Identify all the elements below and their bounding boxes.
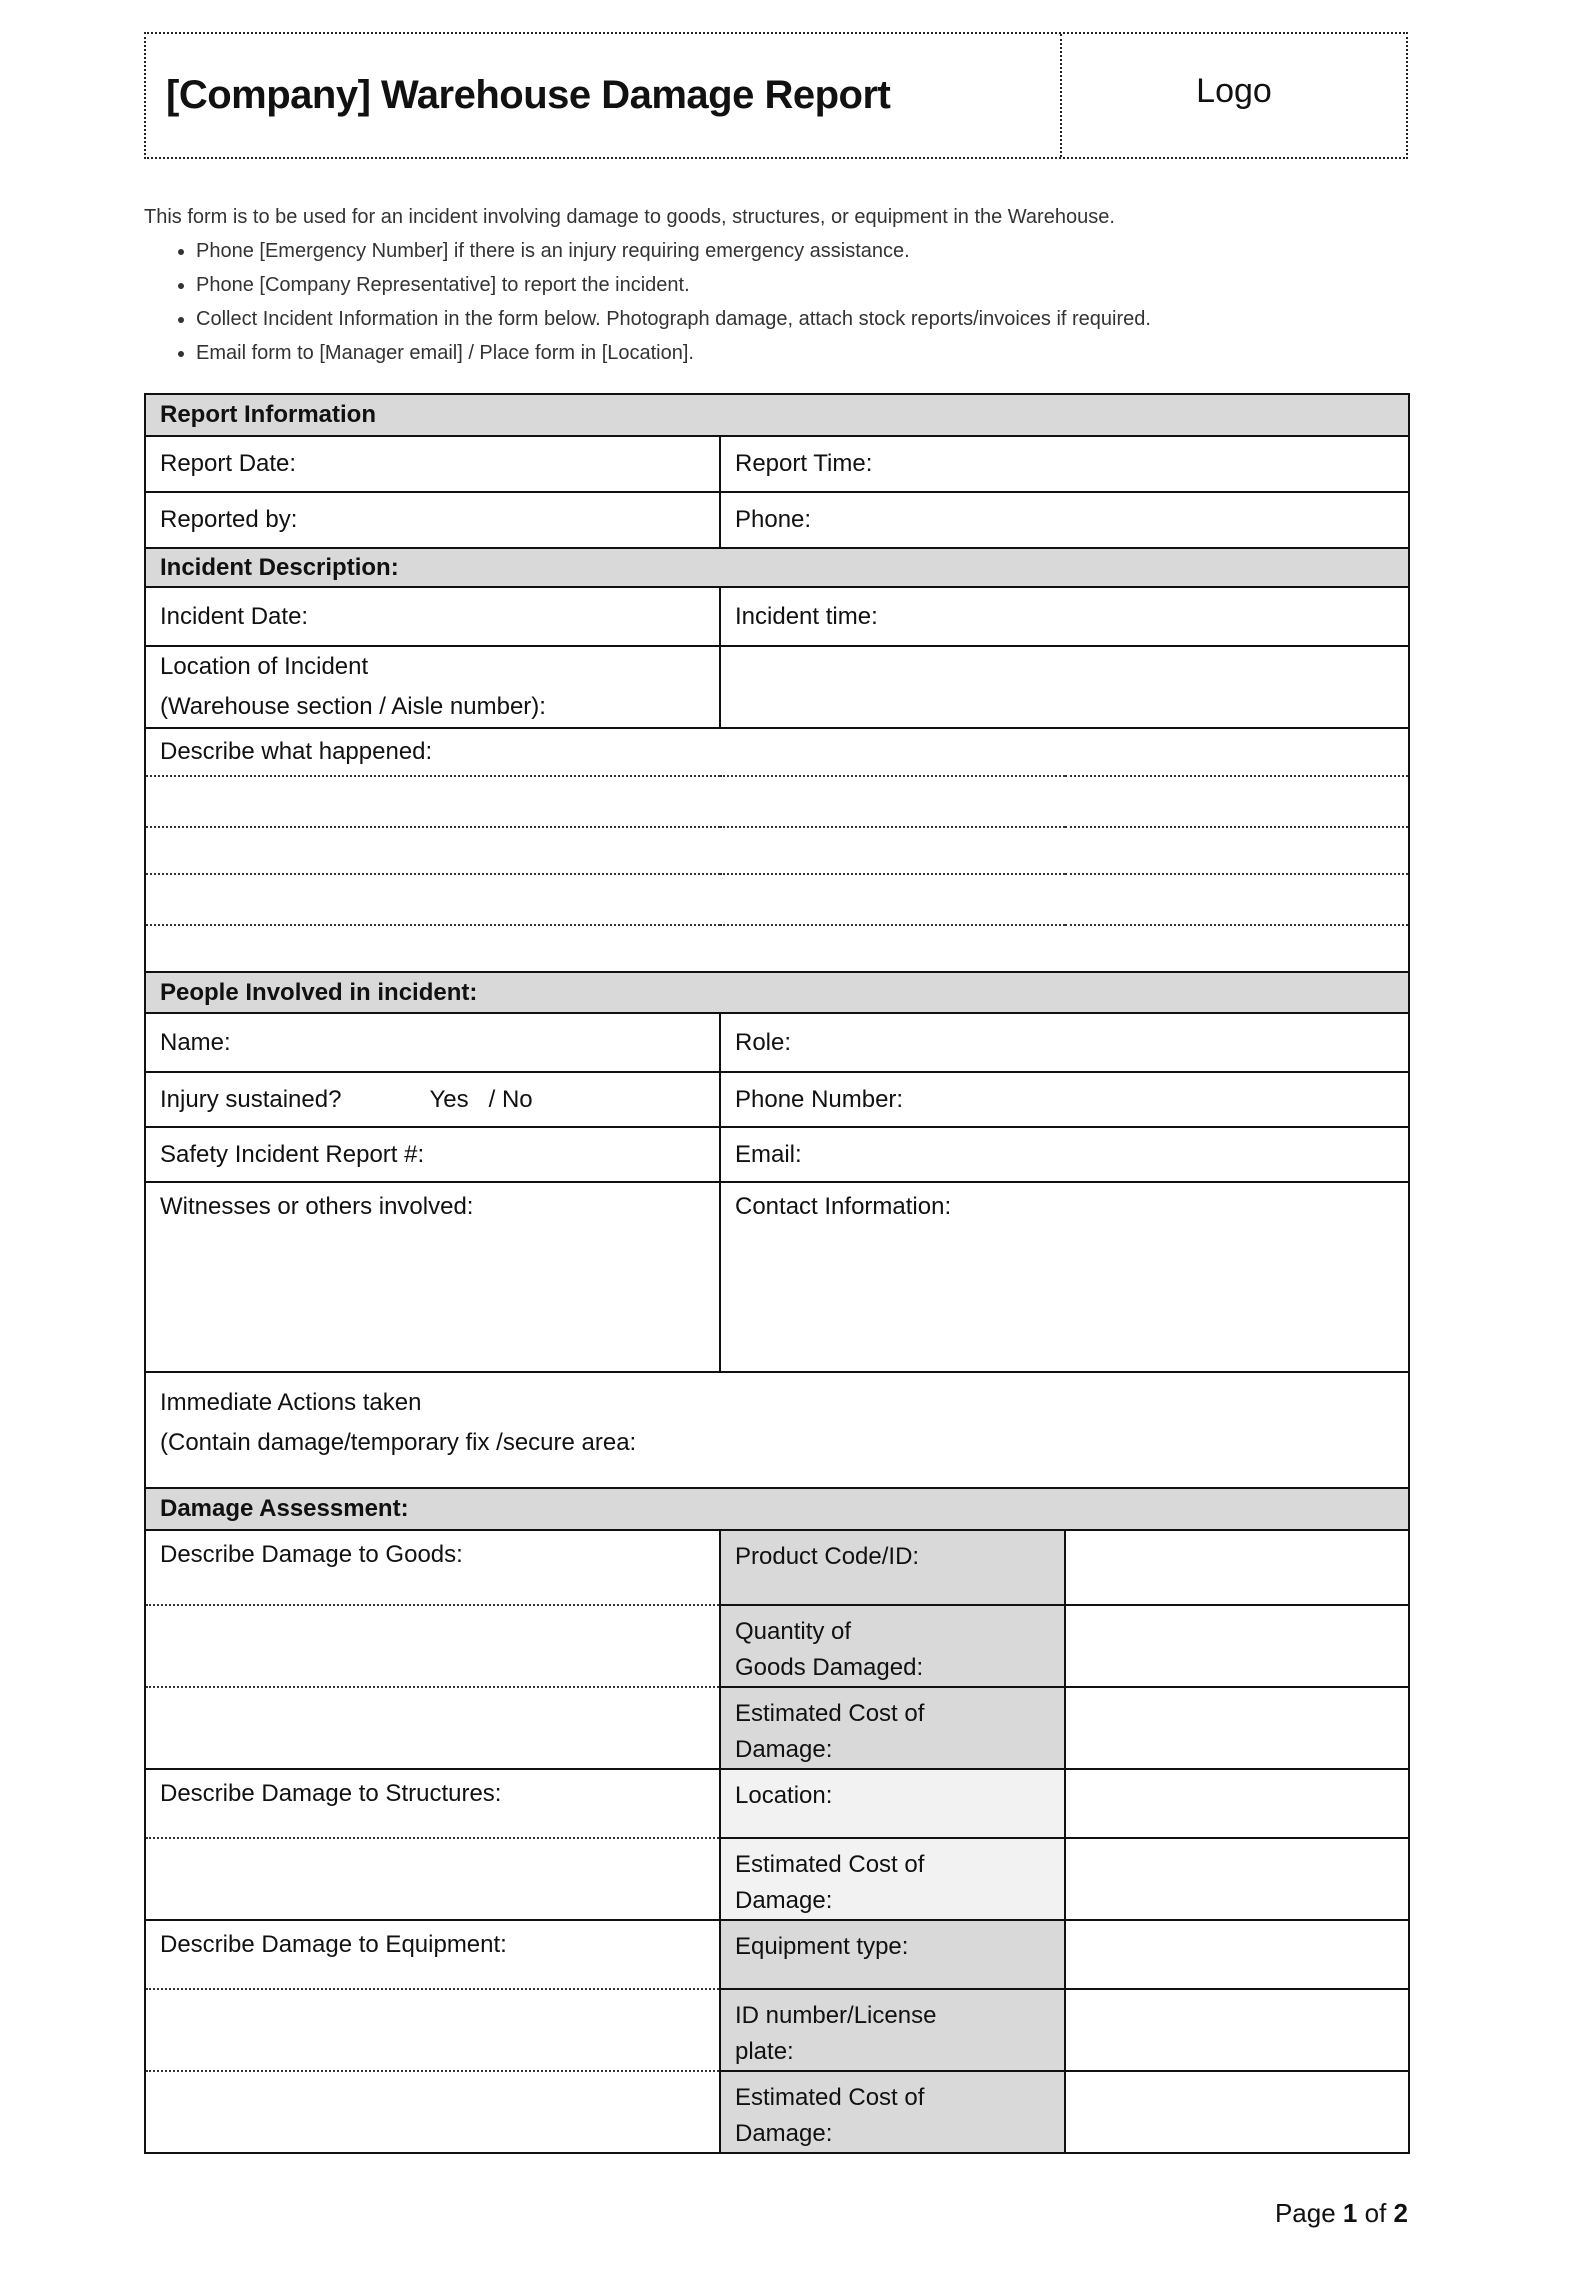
phone-field[interactable]: Phone:: [720, 492, 1409, 548]
incident-location-label: [145, 646, 720, 728]
description-line[interactable]: [145, 874, 1409, 925]
label-line: Quantity of: [735, 1618, 852, 1645]
location-label: Location:: [720, 1769, 1065, 1838]
label-line: Goods Damaged:: [735, 1654, 924, 1681]
id-number-field[interactable]: [1065, 1989, 1409, 2071]
label-line: (Contain damage/temporary fix /secure area:: [160, 1429, 637, 1456]
goods-cost-field[interactable]: [1065, 1687, 1409, 1769]
describe-what-happened-label: Describe what happened:: [145, 728, 1409, 776]
equipment-damage-line[interactable]: [145, 1989, 720, 2071]
section-incident-description: Incident Description:: [145, 548, 1409, 587]
no-option[interactable]: / No: [488, 1085, 533, 1113]
instruction-item: • Collect Incident Information in the form below. Photograph damage, attach stock reports/invoices if required.: [196, 302, 1151, 336]
instructions: [144, 200, 1151, 370]
page-current: 1: [1342, 2198, 1358, 2228]
label-line: Damage:: [735, 1887, 833, 1914]
logo-placeholder: Logo: [1196, 72, 1272, 110]
instructions-text: This form is to be used for an incident involving damage to goods, structures, or equipment in the Warehouse.: [144, 206, 1115, 228]
section-people-involved: People Involved in incident:: [145, 972, 1409, 1013]
structure-location-field[interactable]: [1065, 1769, 1409, 1838]
description-line[interactable]: [145, 776, 1409, 827]
incident-location-field[interactable]: [720, 646, 1409, 728]
phone-number-field[interactable]: Phone Number:: [720, 1072, 1409, 1127]
goods-cost-label: [720, 1687, 1065, 1769]
equipment-cost-label: [720, 2071, 1065, 2153]
label-line: Damage:: [735, 1736, 833, 1763]
document-title: [Company] Warehouse Damage Report: [146, 34, 1062, 157]
injury-label: Injury sustained?: [160, 1085, 342, 1113]
structures-damage-line[interactable]: [145, 1838, 720, 1920]
report-form: [144, 393, 1410, 2154]
quantity-label: [720, 1605, 1065, 1687]
structure-cost-label: [720, 1838, 1065, 1920]
page-of: of: [1364, 2198, 1387, 2228]
structure-cost-field[interactable]: [1065, 1838, 1409, 1920]
immediate-actions-field[interactable]: [145, 1372, 1409, 1488]
goods-damage-label: Describe Damage to Goods:: [145, 1530, 720, 1605]
section-report-information: Report Information: [145, 394, 1409, 436]
report-time-field[interactable]: Report Time:: [720, 436, 1409, 492]
page-total: 2: [1393, 2198, 1408, 2228]
email-field[interactable]: Email:: [720, 1127, 1409, 1182]
section-damage-assessment: Damage Assessment:: [145, 1488, 1409, 1530]
incident-time-field[interactable]: Incident time:: [720, 587, 1409, 646]
page-number: [1275, 2198, 1408, 2229]
yes-option[interactable]: Yes: [429, 1085, 469, 1113]
injury-field[interactable]: [145, 1072, 720, 1127]
contact-information-field[interactable]: Contact Information:: [720, 1182, 1409, 1372]
incident-date-field[interactable]: Incident Date:: [145, 587, 720, 646]
product-code-field[interactable]: [1065, 1530, 1409, 1605]
reported-by-field[interactable]: Reported by:: [145, 492, 720, 548]
label-line: Estimated Cost of: [735, 1700, 925, 1727]
instruction-item: • Phone [Company Representative] to report the incident.: [196, 268, 1151, 302]
page-prefix: Page: [1274, 2198, 1336, 2228]
instruction-item: • Phone [Emergency Number] if there is an injury requiring emergency assistance.: [196, 234, 1151, 268]
equipment-damage-line[interactable]: [145, 2071, 720, 2153]
product-code-label: Product Code/ID:: [720, 1530, 1065, 1605]
label-line: Estimated Cost of: [735, 2084, 925, 2111]
label-line: plate:: [735, 2038, 794, 2065]
equipment-type-field[interactable]: [1065, 1920, 1409, 1989]
label-line: (Warehouse section / Aisle number):: [160, 693, 546, 720]
instruction-item: • Email form to [Manager email] / Place form in [Location].: [196, 336, 1151, 370]
role-field[interactable]: Role:: [720, 1013, 1409, 1072]
equipment-damage-label: Describe Damage to Equipment:: [145, 1920, 720, 1989]
goods-damage-line[interactable]: [145, 1687, 720, 1769]
label-line: Location of Incident: [160, 653, 369, 680]
report-date-field[interactable]: Report Date:: [145, 436, 720, 492]
description-line[interactable]: [145, 827, 1409, 874]
label-line: Immediate Actions taken: [160, 1389, 422, 1416]
equipment-cost-field[interactable]: [1065, 2071, 1409, 2153]
goods-damage-line[interactable]: [145, 1605, 720, 1687]
structures-damage-label: Describe Damage to Structures:: [145, 1769, 720, 1838]
label-line: Damage:: [735, 2120, 833, 2147]
description-line[interactable]: [145, 925, 1409, 972]
name-field[interactable]: Name:: [145, 1013, 720, 1072]
quantity-field[interactable]: [1065, 1605, 1409, 1687]
safety-report-field[interactable]: Safety Incident Report #:: [145, 1127, 720, 1182]
id-number-label: [720, 1989, 1065, 2071]
witnesses-field[interactable]: Witnesses or others involved:: [145, 1182, 720, 1372]
label-line: Estimated Cost of: [735, 1851, 925, 1878]
equipment-type-label: Equipment type:: [720, 1920, 1065, 1989]
label-line: ID number/License: [735, 2002, 937, 2029]
title-block: [144, 32, 1408, 159]
